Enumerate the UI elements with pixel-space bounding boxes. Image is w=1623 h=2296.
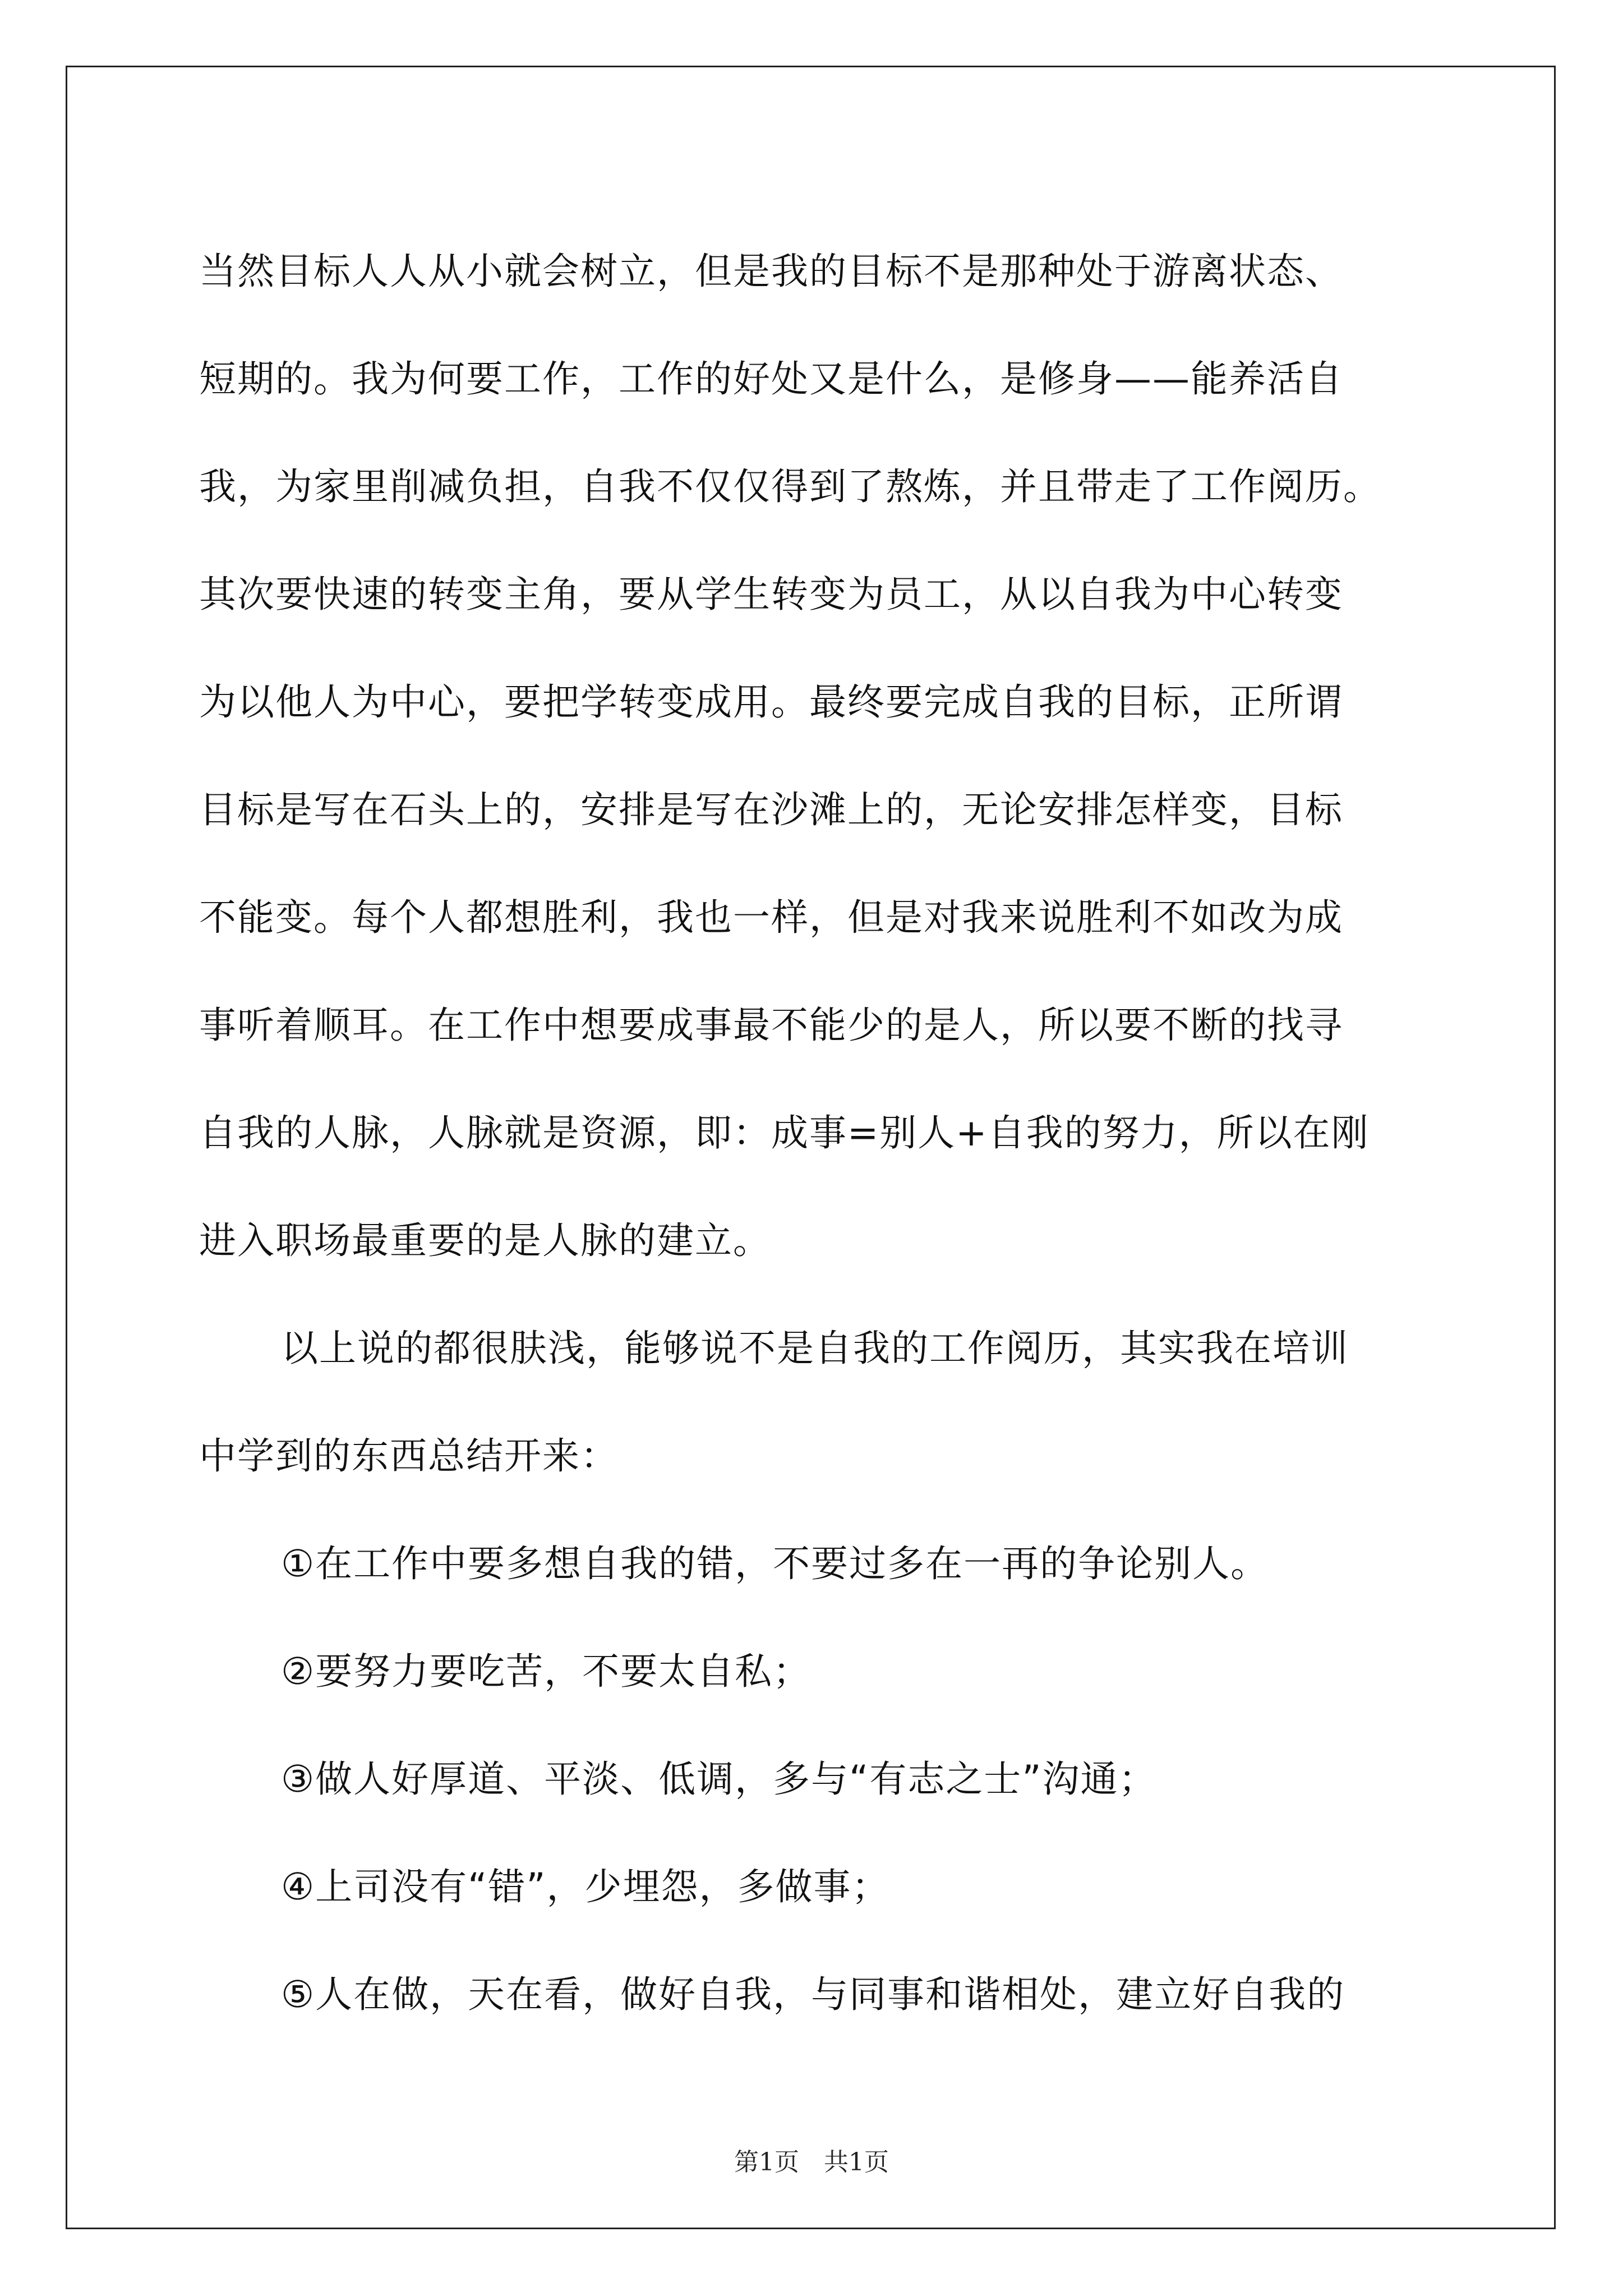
text-line: 不能变。每个人都想胜利，我也一样，但是对我来说胜利不如改为成 <box>199 896 1343 939</box>
list-item: ②要努力要吃苦，不要太自私； <box>281 1650 811 1693</box>
text-line: 以上说的都很肤浅，能够说不是自我的工作阅历，其实我在培训 <box>281 1327 1349 1370</box>
text-line: 事听着顺耳。在工作中想要成事最不能少的是人，所以要不断的找寻 <box>199 1004 1343 1047</box>
list-item: ①在工作中要多想自我的错，不要过多在一再的争论别人。 <box>281 1542 1269 1585</box>
text-line: 其次要快速的转变主角，要从学生转变为员工，从以自我为中心转变 <box>199 573 1343 616</box>
text-line: 目标是写在石头上的，安排是写在沙滩上的，无论安排怎样变，目标 <box>199 788 1343 831</box>
text-line: 为以他人为中心，要把学转变成用。最终要完成自我的目标，正所谓 <box>199 680 1343 724</box>
page-footer: 第1页 共1页 <box>734 2148 889 2177</box>
list-item: ④上司没有“错”，少埋怨，多做事； <box>281 1865 890 1908</box>
text-line: 当然目标人人从小就会树立，但是我的目标不是那种处于游离状态、 <box>199 250 1343 293</box>
text-line: 中学到的东西总结开来： <box>199 1434 619 1478</box>
text-line: 进入职场最重要的是人脉的建立。 <box>199 1219 771 1262</box>
list-item: ③做人好厚道、平淡、低调，多与“有志之士”沟通； <box>281 1757 1157 1801</box>
list-item: ⑤人在做，天在看，做好自我，与同事和谐相处，建立好自我的 <box>281 1973 1345 2016</box>
text-line: 自我的人脉，人脉就是资源，即：成事=别人+自我的努力，所以在刚 <box>199 1111 1370 1154</box>
document-body <box>199 218 1455 2049</box>
text-line: 我，为家里削减负担，自我不仅仅得到了熬炼，并且带走了工作阅历。 <box>199 465 1381 508</box>
text-line: 短期的。我为何要工作，工作的好处又是什么，是修身——能养活自 <box>199 357 1343 401</box>
